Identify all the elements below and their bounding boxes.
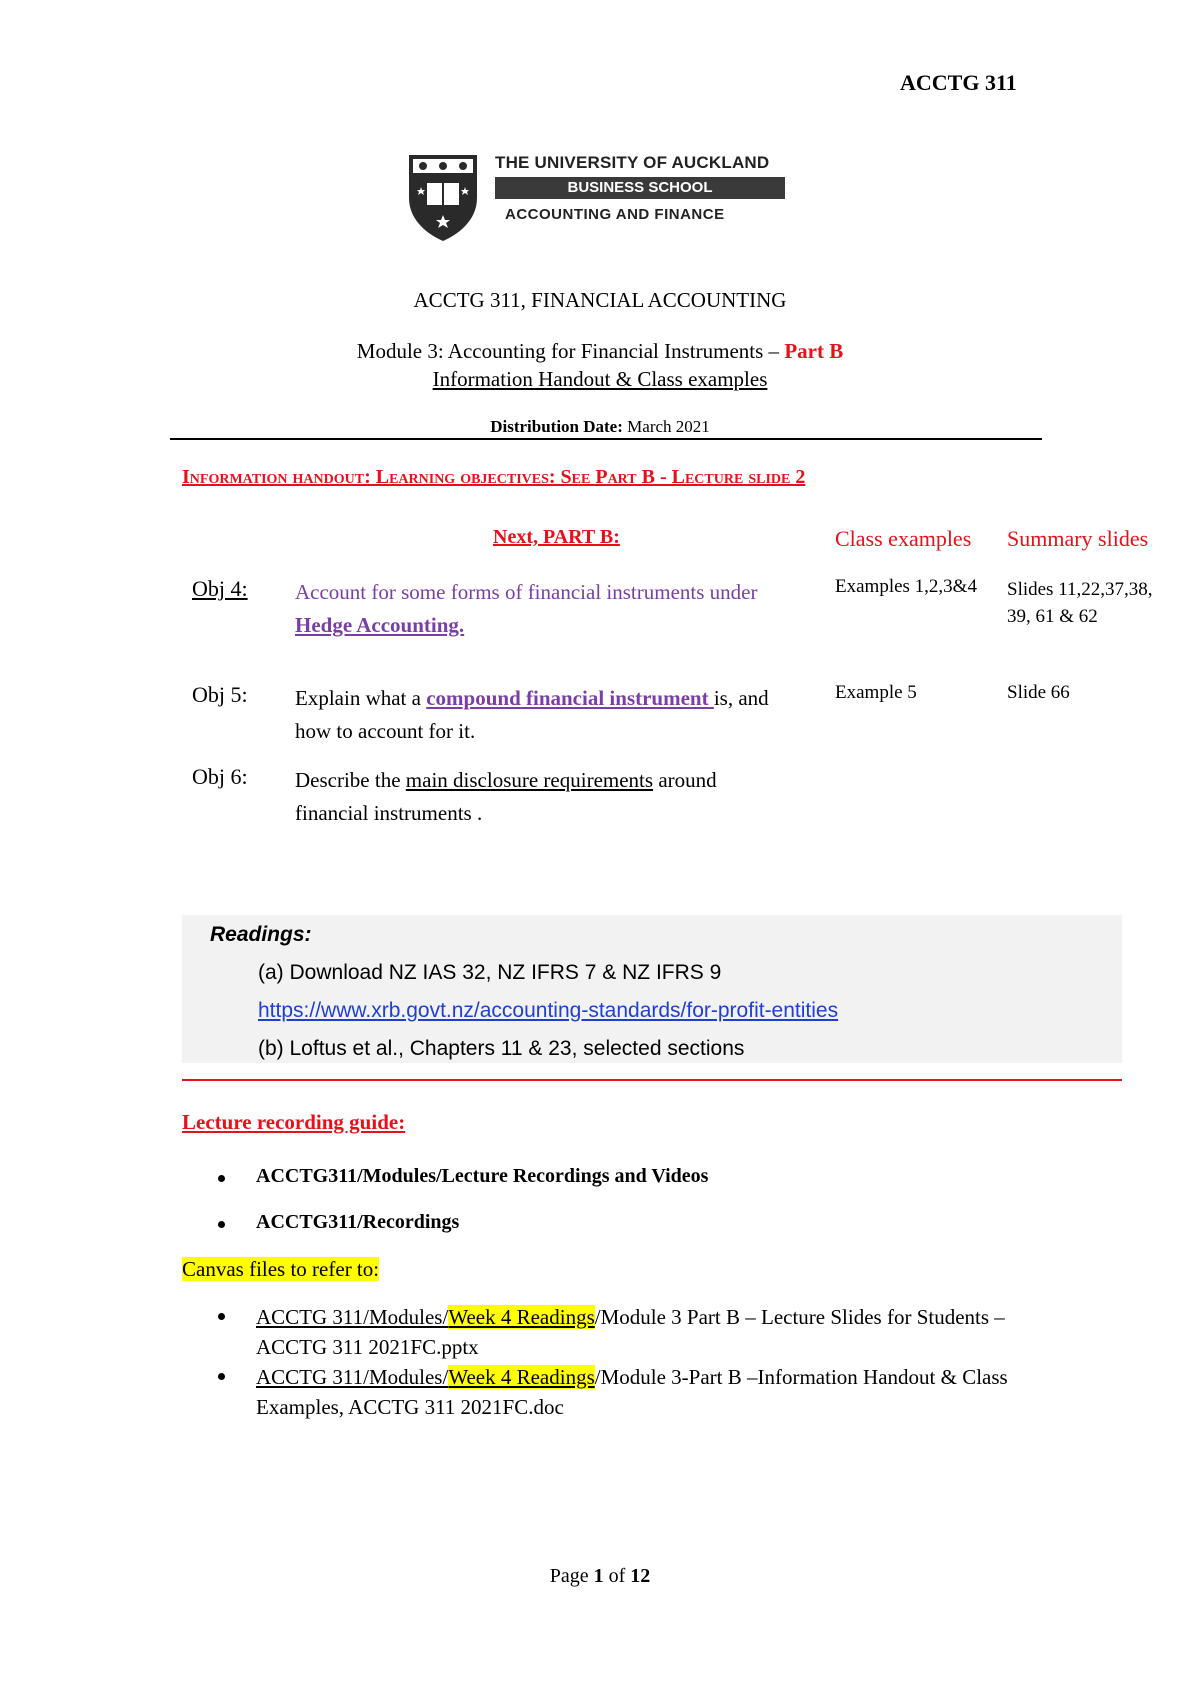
canvas-file-2[interactable] [256, 1362, 1038, 1422]
obj5-text-after: is, and how to account for it. [295, 686, 769, 743]
title-divider [170, 438, 1042, 440]
obj6-text [295, 764, 765, 830]
obj6-label: Obj 6: [192, 764, 248, 789]
lecture-guide-heading: Lecture recording guide: [182, 1110, 406, 1134]
page-total: 12 [630, 1565, 651, 1587]
canvas-files-heading-text: Canvas files to refer to: [182, 1257, 380, 1281]
obj5-examples: Example 5 [835, 682, 917, 703]
next-part-header: Next, PART B: [493, 526, 620, 548]
course-title: ACCTG 311, FINANCIAL ACCOUNTING [413, 288, 787, 312]
page-label: Page [549, 1565, 594, 1587]
list-item [218, 1362, 1038, 1422]
readings-title: Readings: [210, 923, 312, 946]
canvas-file-1-week: Week 4 Readings [448, 1305, 595, 1329]
bullet-icon [218, 1373, 225, 1380]
canvas-file-2-week: Week 4 Readings [448, 1365, 595, 1389]
obj4-text [295, 576, 805, 642]
module-subtitle: Information Handout & Class examples [432, 367, 768, 391]
distribution-value: March 2021 [622, 417, 710, 436]
class-examples-header: Class examples [835, 526, 972, 551]
page-footer [0, 1565, 1200, 1588]
readings-url-link[interactable]: https://www.xrb.govt.nz/accounting-standards/for-profit-entities [258, 999, 839, 1022]
lecture-guide-item-2[interactable]: ACCTG311/Recordings [256, 1211, 460, 1233]
page-of-label: of [603, 1565, 631, 1587]
obj5-slides: Slide 66 [1007, 682, 1070, 703]
module-part: Part B [784, 339, 844, 363]
canvas-file-2-path: ACCTG 311/Modules/ [256, 1365, 449, 1389]
logo-line3: ACCOUNTING AND FINANCE [505, 206, 725, 223]
module-title-prefix: Module 3: Accounting for Financial Instruments – [356, 339, 785, 363]
bullet-icon [218, 1313, 225, 1320]
summary-slides-header: Summary slides [1007, 526, 1149, 551]
distribution-date [0, 417, 1200, 437]
obj4-label: Obj 4: [192, 576, 248, 601]
list-item [218, 1165, 1018, 1195]
canvas-file-1-path: ACCTG 311/Modules/ [256, 1305, 449, 1329]
university-crest-icon [407, 153, 479, 243]
objectives-table [180, 520, 1160, 830]
header-course-code: ACCTG 311 [900, 70, 1017, 95]
bullet-icon [218, 1175, 225, 1182]
canvas-file-1[interactable] [256, 1302, 1038, 1362]
canvas-file-2-rest: /Module 3-Part B –Information Handout & Class Examples, ACCTG 311 2021FC.doc [256, 1365, 1008, 1419]
obj6-text-before: Describe the [295, 768, 406, 792]
lecture-guide-item-1[interactable]: ACCTG311/Modules/Lecture Recordings and Videos [256, 1165, 709, 1187]
logo-line2: BUSINESS SCHOOL [495, 177, 785, 199]
objectives-heading: Information handout: Learning objectives: See Part B - Lecture slide 2 [182, 466, 806, 488]
canvas-files-heading [182, 1257, 379, 1282]
obj4-link[interactable]: Hedge Accounting. [295, 613, 465, 637]
obj5-label: Obj 5: [192, 682, 248, 707]
canvas-file-1-rest: /Module 3 Part B – Lecture Slides for Students –ACCTG 311 2021FC.pptx [256, 1305, 1005, 1359]
obj4-text-before: Account for some forms of financial instruments under [295, 580, 758, 604]
obj4-slides: Slides 11,22,37,38, 39, 61 & 62 [1007, 579, 1153, 627]
obj5-text [295, 682, 805, 748]
list-item [218, 1211, 1018, 1241]
readings-divider [182, 1079, 1122, 1081]
obj6-link: main disclosure requirements [405, 768, 654, 792]
distribution-label: Distribution Date: [490, 417, 623, 436]
bullet-icon [218, 1221, 225, 1228]
obj5-link[interactable]: compound financial instrument [426, 686, 714, 710]
logo-line1: THE UNIVERSITY OF AUCKLAND [495, 153, 770, 172]
obj5-text-before: Explain what a [295, 686, 427, 710]
list-item [218, 1302, 1038, 1362]
obj4-examples: Examples 1,2,3&4 [835, 576, 977, 597]
university-logo [407, 153, 787, 243]
readings-box [182, 915, 1122, 1063]
module-title [0, 339, 1200, 364]
readings-b: (b) Loftus et al., Chapters 11 & 23, selected sections [258, 1037, 745, 1060]
obj6-text-after: around financial instruments . [295, 768, 717, 825]
page-number: 1 [593, 1565, 604, 1587]
readings-a: (a) Download NZ IAS 32, NZ IFRS 7 & NZ IFRS 9 [258, 961, 722, 984]
